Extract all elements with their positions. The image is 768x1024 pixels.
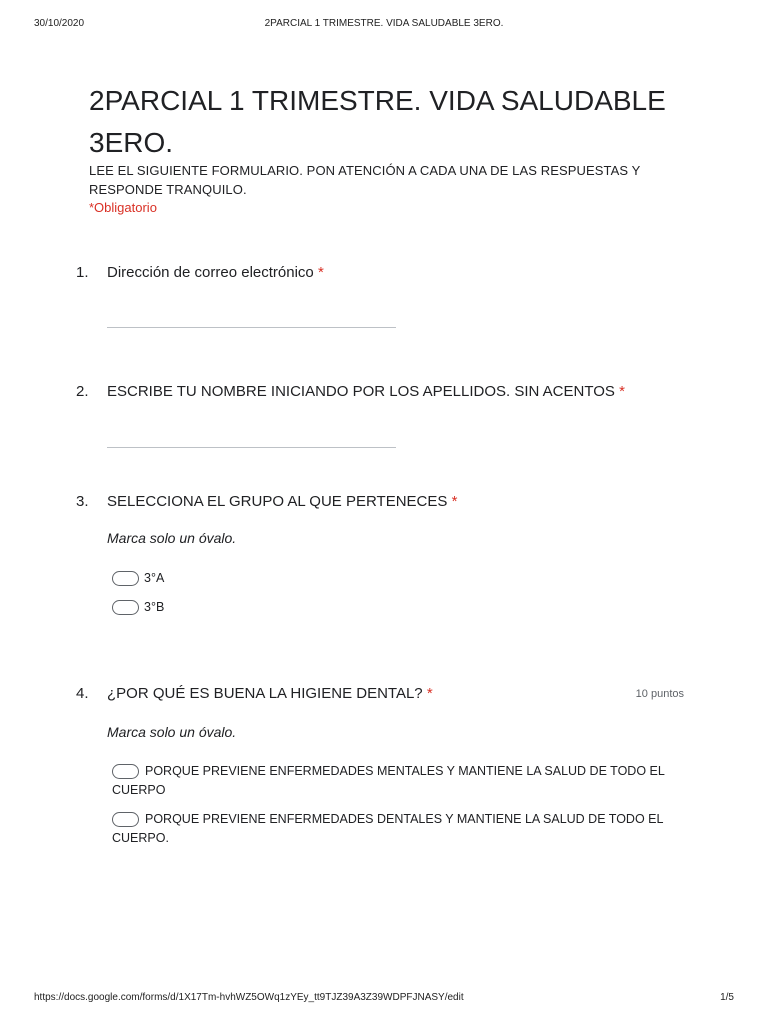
question-title-text: ¿POR QUÉ ES BUENA LA HIGIENE DENTAL? (107, 685, 423, 702)
option-label: 3°B (144, 600, 165, 614)
radio-oval[interactable] (112, 600, 139, 615)
print-date: 30/10/2020 (34, 18, 85, 29)
question-number: 4. (76, 685, 89, 702)
option-3b[interactable] (112, 598, 164, 617)
question-hint: Marca solo un óvalo. (107, 530, 237, 546)
page-number: 1/5 (720, 992, 734, 1003)
question-number: 3. (76, 493, 89, 510)
print-footer (0, 992, 768, 1006)
question-title-text: SELECCIONA EL GRUPO AL QUE PERTENECES (107, 493, 448, 510)
print-url: https://docs.google.com/forms/d/1X17Tm-hvhWZ5OWq1zYEy_tt9TJZ39A3Z39WDPFJNASY/edit (34, 992, 464, 1003)
option-mental[interactable] (112, 762, 672, 800)
option-label: PORQUE PREVIENE ENFERMEDADES MENTALES Y MANTIENE LA SALUD DE TODO EL CUERPO (112, 764, 665, 797)
print-header (0, 18, 768, 32)
question-title-text: ESCRIBE TU NOMBRE INICIANDO POR LOS APELLIDOS. SIN ACENTOS (107, 383, 615, 400)
form-title: 2PARCIAL 1 TRIMESTRE. VIDA SALUDABLE 3ERO. (89, 85, 666, 158)
required-asterisk: * (317, 264, 324, 281)
question-title (107, 685, 433, 702)
required-asterisk: * (451, 493, 458, 510)
option-dental[interactable] (112, 810, 672, 848)
required-asterisk: * (426, 685, 433, 702)
question-title (107, 493, 457, 510)
radio-oval[interactable] (112, 571, 139, 586)
question-number: 2. (76, 383, 89, 400)
question-title (107, 264, 324, 281)
question-hint: Marca solo un óvalo. (107, 724, 237, 740)
question-points: 10 puntos (635, 688, 684, 700)
question-title-text: Dirección de correo electrónico (107, 264, 314, 281)
option-label: 3°A (144, 571, 165, 585)
question-title (107, 383, 625, 400)
question-number: 1. (76, 264, 89, 281)
print-title: 2PARCIAL 1 TRIMESTRE. VIDA SALUDABLE 3ERO. (264, 18, 504, 29)
name-field[interactable] (107, 447, 396, 448)
radio-oval[interactable] (112, 764, 139, 779)
radio-oval[interactable] (112, 812, 139, 827)
required-asterisk: * (619, 383, 625, 400)
option-label: PORQUE PREVIENE ENFERMEDADES DENTALES Y MANTIENE LA SALUD DE TODO EL CUERPO. (112, 812, 663, 845)
required-note: *Obligatorio (89, 200, 157, 215)
email-field[interactable] (107, 327, 396, 328)
form-description: LEE EL SIGUIENTE FORMULARIO. PON ATENCIÓN A CADA UNA DE LAS RESPUESTAS Y RESPONDE TRANQUILO. (89, 163, 641, 197)
option-3a[interactable] (112, 569, 164, 588)
